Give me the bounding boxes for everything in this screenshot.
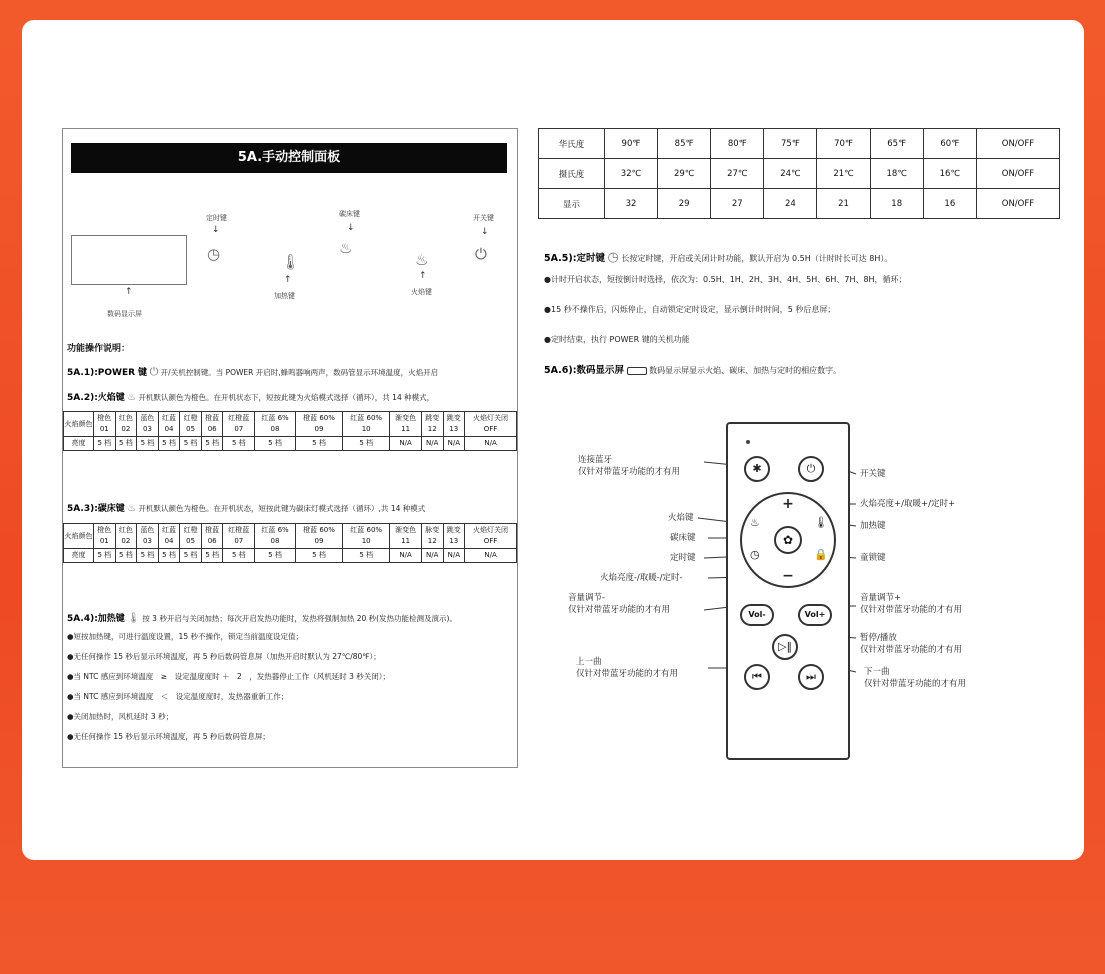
- temp-cell: 85℉: [658, 129, 711, 159]
- previous-icon: ⏮: [752, 670, 762, 683]
- temp-cell: 27: [711, 189, 764, 219]
- callout-charcoal: 碳床键: [670, 533, 696, 543]
- power-icon: ⏻: [806, 462, 816, 475]
- brightness-cell: 5 档: [255, 549, 296, 563]
- mode-cell: 跳变 12: [421, 412, 443, 437]
- s1-line: [67, 365, 438, 379]
- thermometer-icon: 🌡: [127, 613, 140, 624]
- callout-volume-down: 音量调节- 仅针对带蓝牙功能的才有用: [568, 593, 671, 615]
- bluetooth-icon: ✱: [752, 462, 762, 475]
- mode-cell: 橙蓝 60% 09: [295, 412, 342, 437]
- mode-cell: 红色 02: [115, 524, 137, 549]
- brightness-cell: N/A: [465, 437, 517, 451]
- brightness-cell: 5 档: [158, 437, 180, 451]
- callout-power: 开关键: [860, 469, 886, 479]
- brightness-cell: 5 档: [137, 437, 159, 451]
- s4-text: 按 3 秒开启与关闭加热；每次开启发热功能时，发热将强制加热 20 秒(发热功能检测及演示)。: [142, 614, 457, 623]
- brightness-row: [64, 549, 517, 563]
- callout-brightness-plus: 火焰亮度+/取暖+/定时+: [860, 499, 956, 509]
- s6-line: [544, 362, 841, 376]
- mode-cell: 橙蓝 06: [201, 524, 223, 549]
- mode-cell: 红橙 05: [180, 524, 202, 549]
- power-icon: ⏻: [475, 245, 487, 263]
- brightness-cell: 5 档: [137, 549, 159, 563]
- temp-cell: 32: [604, 189, 657, 219]
- mode-cell: 红橙 05: [180, 412, 202, 437]
- charcoal-bed-icon: ✿: [782, 533, 794, 547]
- s3-text: 开机默认颜色为橙色。在开机状态，短按此键为碳床灯模式选择（循环）,共 14 种模式: [138, 504, 426, 513]
- temp-cell: 60℉: [923, 129, 976, 159]
- callout-previous: 上一曲 仅针对带蓝牙功能的才有用: [576, 657, 679, 679]
- s2-head: 5A.2):火焰键: [67, 393, 125, 403]
- charcoal-bed-icon: ♨: [127, 503, 137, 514]
- brightness-cell: 5 档: [223, 437, 255, 451]
- temp-cell: 75℉: [764, 129, 817, 159]
- power-button[interactable]: [798, 456, 824, 482]
- temp-cell: 29℃: [658, 159, 711, 189]
- display-screen-box: [71, 235, 187, 285]
- s4-head: 5A.4):加热键: [67, 614, 125, 624]
- brightness-cell: 5 档: [343, 437, 390, 451]
- brightness-cell: 5 档: [255, 437, 296, 451]
- brightness-cell: N/A: [421, 437, 443, 451]
- arrow-up-icon: ↑: [419, 271, 427, 281]
- brightness-cell: N/A: [465, 549, 517, 563]
- s5-head: 5A.5):定时键: [544, 253, 605, 264]
- flame-icon: ♨: [415, 251, 429, 269]
- power-icon: ⏻: [149, 365, 159, 378]
- brightness-cell: 5 档: [201, 437, 223, 451]
- temp-cell: ON/OFF: [976, 189, 1059, 219]
- temp-cell: 18℃: [870, 159, 923, 189]
- mode-cell: 脉变 12: [421, 524, 443, 549]
- s5-text: 长按定时键，开启或关闭计时功能，默认开启为 0.5H（计时时长可达 8H）。: [621, 254, 893, 263]
- s4-bullet-4: ●当 NTC 感应到环境温度 ＜ 设定温度度时，发热器重新工作；: [67, 692, 289, 701]
- s4-bullet-2: ●无任何操作 15 秒后显示环境温度，再 5 秒后数码管息屏（加热开启时默认为 27℃/80℉）；: [67, 652, 381, 661]
- brightness-cell: N/A: [443, 549, 465, 563]
- brightness-cell: 5 档: [94, 549, 116, 563]
- timer-key-label: 定时键: [206, 214, 227, 222]
- temp-cell: 90℉: [604, 129, 657, 159]
- timer-button[interactable]: ◷: [750, 548, 760, 561]
- brightness-cell: 5 档: [180, 549, 202, 563]
- arrow-up-icon: ↑: [284, 275, 292, 285]
- section-title: 功能操作说明：: [67, 344, 131, 354]
- plus-button[interactable]: +: [782, 496, 794, 512]
- temp-cell: 24: [764, 189, 817, 219]
- temp-cell: 华氏度: [539, 129, 605, 159]
- mode-header-label: 火焰颜色: [64, 412, 94, 437]
- s1-text: 开/关机控制键。当 POWER 开启时,蜂鸣器响两声，数码管显示环境温度，火焰开启: [160, 368, 439, 377]
- volume-down-button[interactable]: Vol-: [740, 604, 774, 626]
- temp-cell: 21: [817, 189, 870, 219]
- brightness-label: 亮度: [64, 549, 94, 563]
- remote-control-diagram: [538, 410, 1062, 770]
- brightness-cell: 5 档: [180, 437, 202, 451]
- arrow-down-icon: ↓: [347, 223, 355, 233]
- temp-cell: 显示: [539, 189, 605, 219]
- s4-bullet-6: ●无任何操作 15 秒后显示环境温度，再 5 秒后数码管息屏；: [67, 732, 270, 741]
- previous-track-button[interactable]: [744, 664, 770, 690]
- temp-cell: 24℃: [764, 159, 817, 189]
- s5-bullet-2: ●15 秒不操作后，闪烁停止，自动锁定定时设定，显示倒计时时间，5 秒后息屏；: [544, 305, 836, 314]
- temp-cell: 16: [923, 189, 976, 219]
- s3-head: 5A.3):碳床键: [67, 504, 125, 514]
- mode-cell: 蓝色 03: [137, 524, 159, 549]
- mode-cell: 渐变色 11: [390, 524, 422, 549]
- play-pause-button[interactable]: [772, 634, 798, 660]
- brightness-cell: 5 档: [295, 437, 342, 451]
- temp-cell: 摄氏度: [539, 159, 605, 189]
- brightness-cell: 5 档: [115, 437, 137, 451]
- s5-bullet-1: ●计时开启状态，短按倒计时选择，依次为：0.5H、1H、2H、3H、4H、5H、6H、7H、8H，循环；: [544, 275, 907, 284]
- temp-cell: 18: [870, 189, 923, 219]
- play-pause-icon: ▷‖: [778, 640, 792, 653]
- mode-cell: 橙色 01: [94, 524, 116, 549]
- mode-cell: 红橙蓝 07: [223, 412, 255, 437]
- brightness-cell: 5 档: [295, 549, 342, 563]
- mode-cell: 红蓝 04: [158, 524, 180, 549]
- s2-line: [67, 390, 434, 403]
- brightness-label: 亮度: [64, 437, 94, 451]
- mode-cell: 橙蓝 06: [201, 412, 223, 437]
- volume-up-button[interactable]: Vol+: [798, 604, 832, 626]
- s1-head: 5A.1):POWER 键: [67, 368, 148, 378]
- temp-cell: 32℃: [604, 159, 657, 189]
- arrow-down-icon: ↓: [212, 225, 220, 235]
- display-rect-icon: [627, 367, 647, 375]
- s5-bullet-3: ●定时结束，执行 POWER 键的关机功能: [544, 335, 690, 344]
- callout-bluetooth: 连接蓝牙 仅针对带蓝牙功能的才有用: [578, 455, 681, 477]
- callout-brightness-minus: 火焰亮度-/取暖-/定时-: [600, 573, 683, 583]
- brightness-cell: N/A: [390, 549, 422, 563]
- heat-button[interactable]: 🌡: [814, 516, 828, 529]
- control-panel-diagram: [71, 189, 511, 339]
- directional-pad: [740, 492, 836, 588]
- next-icon: ⏭: [806, 670, 816, 683]
- temp-cell: 16℃: [923, 159, 976, 189]
- brightness-cell: 5 档: [115, 549, 137, 563]
- temp-cell: 27℃: [711, 159, 764, 189]
- brightness-cell: N/A: [421, 549, 443, 563]
- callout-volume-up: 音量调节+ 仅针对带蓝牙功能的才有用: [860, 593, 963, 615]
- s5-line: [544, 250, 892, 265]
- brightness-cell: 5 档: [223, 549, 255, 563]
- brightness-cell: 5 档: [94, 437, 116, 451]
- power-key-label: 开关键: [473, 214, 494, 222]
- mode-cell: 红蓝 60% 10: [343, 524, 390, 549]
- temp-row: [539, 129, 1060, 159]
- indicator-led: [746, 440, 750, 444]
- temp-row: [539, 159, 1060, 189]
- brightness-cell: 5 档: [343, 549, 390, 563]
- charcoal-button[interactable]: [774, 526, 802, 554]
- brightness-row: [64, 437, 517, 451]
- flame-button[interactable]: ♨: [750, 516, 760, 529]
- display-label: 数码显示屏: [107, 310, 142, 318]
- temp-cell: 65℉: [870, 129, 923, 159]
- mode-cell: 橙蓝 60% 09: [295, 524, 342, 549]
- flame-icon: ♨: [127, 392, 137, 403]
- mode-cell: 火焰灯关闭 OFF: [465, 412, 517, 437]
- arrow-down-icon: ↓: [481, 227, 489, 237]
- brightness-cell: 5 档: [158, 549, 180, 563]
- s3-line: [67, 501, 425, 514]
- page-title: 5A.手动控制面板: [71, 143, 507, 173]
- temp-row: [539, 189, 1060, 219]
- s4-bullet-1: ●短按加热键，可进行温度设置，15 秒不操作，锁定当前温度设定值；: [67, 632, 303, 641]
- flame-mode-table: [63, 411, 517, 451]
- mode-cell: 红色 02: [115, 412, 137, 437]
- charcoal-key-label: 碳床键: [339, 210, 360, 218]
- mode-cell: 跳变 13: [443, 524, 465, 549]
- mode-header-row: [64, 524, 517, 549]
- manual-page-right: [538, 128, 1062, 408]
- s4-line: [67, 611, 457, 624]
- s6-head: 5A.6):数码显示屏: [544, 365, 624, 376]
- s4-bullet-3: ●当 NTC 感应到环境温度 ≥ 设定温度度时 ＋ 2 ，发热器停止工作（风机延时 3 秒关闭）；: [67, 672, 391, 681]
- brightness-cell: N/A: [390, 437, 422, 451]
- remote-body: [726, 422, 850, 760]
- mode-cell: 红橙蓝 07: [223, 524, 255, 549]
- s6-text: 数码显示屏显示火焰、碳床、加热与定时的相应数字。: [649, 366, 842, 375]
- callout-play-pause: 暂停/播放 仅针对带蓝牙功能的才有用: [860, 633, 963, 655]
- mode-header-label: 火焰颜色: [64, 524, 94, 549]
- thermometer-icon: 🌡: [281, 253, 301, 271]
- bluetooth-button[interactable]: [744, 456, 770, 482]
- callout-child-lock: 童锁键: [860, 553, 886, 563]
- brightness-cell: N/A: [443, 437, 465, 451]
- mode-cell: 红蓝 6% 08: [255, 524, 296, 549]
- timer-icon: ◷: [207, 245, 221, 263]
- mode-cell: 渐变色 11: [390, 412, 422, 437]
- arrow-up-icon: ↑: [125, 287, 133, 297]
- callout-next: 下一曲 仅针对带蓝牙功能的才有用: [864, 667, 967, 689]
- heating-key-label: 加热键: [274, 292, 295, 300]
- s2-text: 开机默认颜色为橙色。在开机状态下，短按此键为火焰模式选择（循环），共 14 种模式，: [138, 393, 435, 402]
- temp-cell: 21℃: [817, 159, 870, 189]
- mode-cell: 红蓝 04: [158, 412, 180, 437]
- mode-cell: 红蓝 6% 08: [255, 412, 296, 437]
- minus-button[interactable]: −: [782, 568, 794, 584]
- s4-bullet-5: ●关闭加热时，风机延时 3 秒；: [67, 712, 174, 721]
- mode-cell: 红蓝 60% 10: [343, 412, 390, 437]
- brightness-cell: 5 档: [201, 549, 223, 563]
- callout-flame: 火焰键: [668, 513, 694, 523]
- mode-cell: 跳变 13: [443, 412, 465, 437]
- mode-cell: 火焰灯关闭 OFF: [465, 524, 517, 549]
- flame-key-label: 火焰键: [411, 288, 432, 296]
- temp-cell: 80℉: [711, 129, 764, 159]
- temp-cell: ON/OFF: [976, 129, 1059, 159]
- callout-heat: 加热键: [860, 521, 886, 531]
- temp-cell: ON/OFF: [976, 159, 1059, 189]
- next-track-button[interactable]: [798, 664, 824, 690]
- child-lock-button[interactable]: 🔒: [814, 548, 828, 561]
- charcoal-bed-icon: ♨: [339, 239, 353, 257]
- temp-cell: 29: [658, 189, 711, 219]
- mode-header-row: [64, 412, 517, 437]
- mode-cell: 橙色 01: [94, 412, 116, 437]
- temperature-table: [538, 128, 1060, 219]
- charcoal-mode-table: [63, 523, 517, 563]
- manual-page-left: [62, 128, 518, 768]
- temp-cell: 70℉: [817, 129, 870, 159]
- mode-cell: 蓝色 03: [137, 412, 159, 437]
- callout-timer: 定时键: [670, 553, 696, 563]
- timer-icon: ◷: [607, 250, 619, 265]
